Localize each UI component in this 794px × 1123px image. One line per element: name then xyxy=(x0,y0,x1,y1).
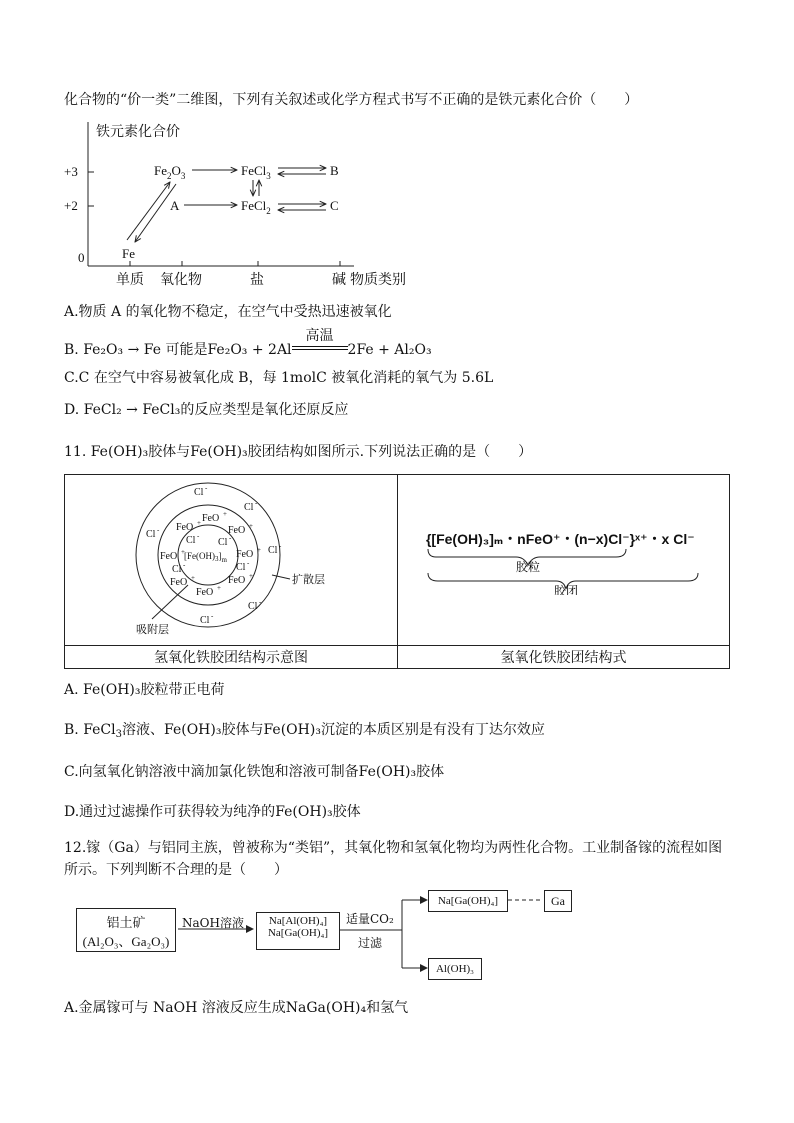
q10-option-c: C.C 在空气中容易被氧化成 B，每 1molC 被氧化消耗的氧气为 5.6L xyxy=(64,370,494,386)
svg-text:FeO: FeO xyxy=(201,513,220,524)
y-tick-plus2: +2 xyxy=(64,198,78,213)
flow-mix: Na[Al(OH)₄] Na[Ga(OH)₄] xyxy=(256,912,340,950)
svg-text:Cl: Cl xyxy=(199,615,210,626)
flow-step1-label: NaOH溶液 xyxy=(182,916,244,930)
svg-text:胶团: 胶团 xyxy=(553,584,578,595)
svg-text:+: + xyxy=(256,546,261,554)
micelle-diagram xyxy=(66,475,396,641)
q10-option-d: D. FeCl₂ → FeCl₃的反应类型是氧化还原反应 xyxy=(64,402,349,418)
q10-stem: 化合物的“价一类”二维图，下列有关叙述或化学方程式书写不正确的是铁元素化合价（ ） xyxy=(64,92,639,108)
arrow-fe-to-fe2o3 xyxy=(127,182,170,240)
svg-text:FeO: FeO xyxy=(159,551,178,562)
svg-text:Cl: Cl xyxy=(185,535,196,546)
q10-option-a: A.物质 A 的氧化物不稳定，在空气中受热迅速被氧化 xyxy=(64,304,392,320)
svg-text:Cl: Cl xyxy=(267,545,278,556)
node-fecl2: FeCl$_2$ xyxy=(241,198,271,216)
flow-step2-label-a: 适量CO₂ xyxy=(346,912,394,926)
micelle-formula-cell xyxy=(397,475,729,646)
node-fe: Fe xyxy=(122,246,135,261)
q12-option-a: A.金属镓可与 NaOH 溶液反应生成NaGa(OH)₄和氢气 xyxy=(64,1000,409,1016)
x-tick-element: 单质 xyxy=(116,273,144,288)
svg-text:+: + xyxy=(248,522,253,530)
svg-text:-: - xyxy=(246,559,250,567)
flow-top-product: Na[Ga(OH)₄] xyxy=(428,890,508,912)
svg-text:FeO: FeO xyxy=(227,575,246,586)
svg-text:Cl: Cl xyxy=(247,601,258,612)
y-tick-zero: 0 xyxy=(78,250,85,265)
valence-class-chart xyxy=(64,118,444,290)
svg-text:Cl: Cl xyxy=(145,529,156,540)
colloid-structure-table xyxy=(64,474,730,669)
svg-text:+: + xyxy=(196,519,201,527)
q11-option-d: D.通过过滤操作可获得较为纯净的Fe(OH)₃胶体 xyxy=(64,804,361,820)
q12-stem-line1: 12.镓（Ga）与铝同主族，曾被称为“类铝”，其氧化物和氢氧化物均为两性化合物。工业制备镓的流程如图 xyxy=(64,840,723,856)
svg-text:Cl: Cl xyxy=(217,537,228,548)
arrow-fe2o3-to-fe xyxy=(135,184,176,242)
svg-text:+: + xyxy=(180,548,185,556)
svg-text:-: - xyxy=(254,499,258,507)
node-fecl3: FeCl$_3$ xyxy=(241,163,271,181)
y-axis-title: 铁元素化合价 xyxy=(96,125,180,140)
micelle-formula: {[Fe(OH)₃]ₘ・nFeO⁺・(n−x)Cl⁻}ˣ⁺・x Cl⁻ xyxy=(425,531,695,547)
svg-text:Cl: Cl xyxy=(193,487,204,498)
flow-ore: 铝土矿 (Al₂O₃、Ga₂O₃) xyxy=(76,908,176,952)
svg-text:FeO: FeO xyxy=(175,522,194,533)
svg-text:FeO: FeO xyxy=(169,577,188,588)
svg-text:+: + xyxy=(222,510,227,518)
svg-text:Cl: Cl xyxy=(243,502,254,513)
svg-text:FeO: FeO xyxy=(227,525,246,536)
svg-text:胶粒: 胶粒 xyxy=(515,560,540,574)
svg-text:扩散层: 扩散层 xyxy=(291,574,325,586)
svg-text:-: - xyxy=(182,561,186,569)
svg-text:-: - xyxy=(204,484,208,492)
svg-text:-: - xyxy=(228,534,232,542)
caption-left: 氢氧化铁胶团结构示意图 xyxy=(65,646,398,669)
q12-stem-line2: 所示。下列判断不合理的是（ ） xyxy=(64,862,288,878)
q10-option-b: B. Fe₂O₃ → Fe 可能是Fe₂O₃ + 2Al 高温 2Fe + Al₂O₃ xyxy=(64,328,432,358)
svg-text:-: - xyxy=(258,598,262,606)
micelle-diagram-cell xyxy=(65,475,398,646)
svg-text:Cl: Cl xyxy=(235,562,246,573)
q11-stem: 11. Fe(OH)₃胶体与Fe(OH)₃胶团结构如图所示.下列说法正确的是（ ） xyxy=(64,444,533,460)
svg-text:+: + xyxy=(190,574,195,582)
q11-option-b: B. FeCl$_3$溶液、Fe(OH)₃胶体与Fe(OH)₃沉淀的本质区别是有没有丁达尔效应 xyxy=(64,722,545,740)
flow-bottom-product: Al(OH)₃ xyxy=(428,958,482,980)
node-b: B xyxy=(330,163,339,178)
svg-text:FeO: FeO xyxy=(195,587,214,598)
flow-ga: Ga xyxy=(544,890,572,912)
node-c: C xyxy=(330,198,339,213)
y-tick-plus3: +3 xyxy=(64,164,78,179)
flowchart xyxy=(72,886,572,982)
svg-text:-: - xyxy=(210,612,214,620)
node-a: A xyxy=(170,198,180,213)
x-tick-base: 碱 xyxy=(332,273,346,288)
svg-text:吸附层: 吸附层 xyxy=(135,624,169,636)
svg-text:[Fe(OH)3]m: $[Fe(OH)_3]_m$ xyxy=(183,551,227,564)
x-tick-oxide: 氧化物 xyxy=(160,273,202,288)
flow-step2-label-b: 过滤 xyxy=(358,936,383,950)
node-fe2o3: $Fe_2O_3$ xyxy=(154,163,186,181)
svg-text:+: + xyxy=(248,572,253,580)
q11-option-c: C.向氢氧化钠溶液中滴加氯化铁饱和溶液可制备Fe(OH)₃胶体 xyxy=(64,764,445,780)
svg-text:Cl: Cl xyxy=(171,564,182,575)
svg-text:+: + xyxy=(216,584,221,592)
svg-text:FeO: FeO xyxy=(235,549,254,560)
svg-text:-: - xyxy=(156,526,160,534)
caption-right: 氢氧化铁胶团结构式 xyxy=(397,646,729,669)
svg-text:-: - xyxy=(278,542,282,550)
svg-text:-: - xyxy=(196,532,200,540)
q11-option-a: A. Fe(OH)₃胶粒带正电荷 xyxy=(64,682,225,698)
x-axis-title: 物质类别 xyxy=(350,273,406,288)
x-tick-salt: 盐 xyxy=(250,273,264,288)
